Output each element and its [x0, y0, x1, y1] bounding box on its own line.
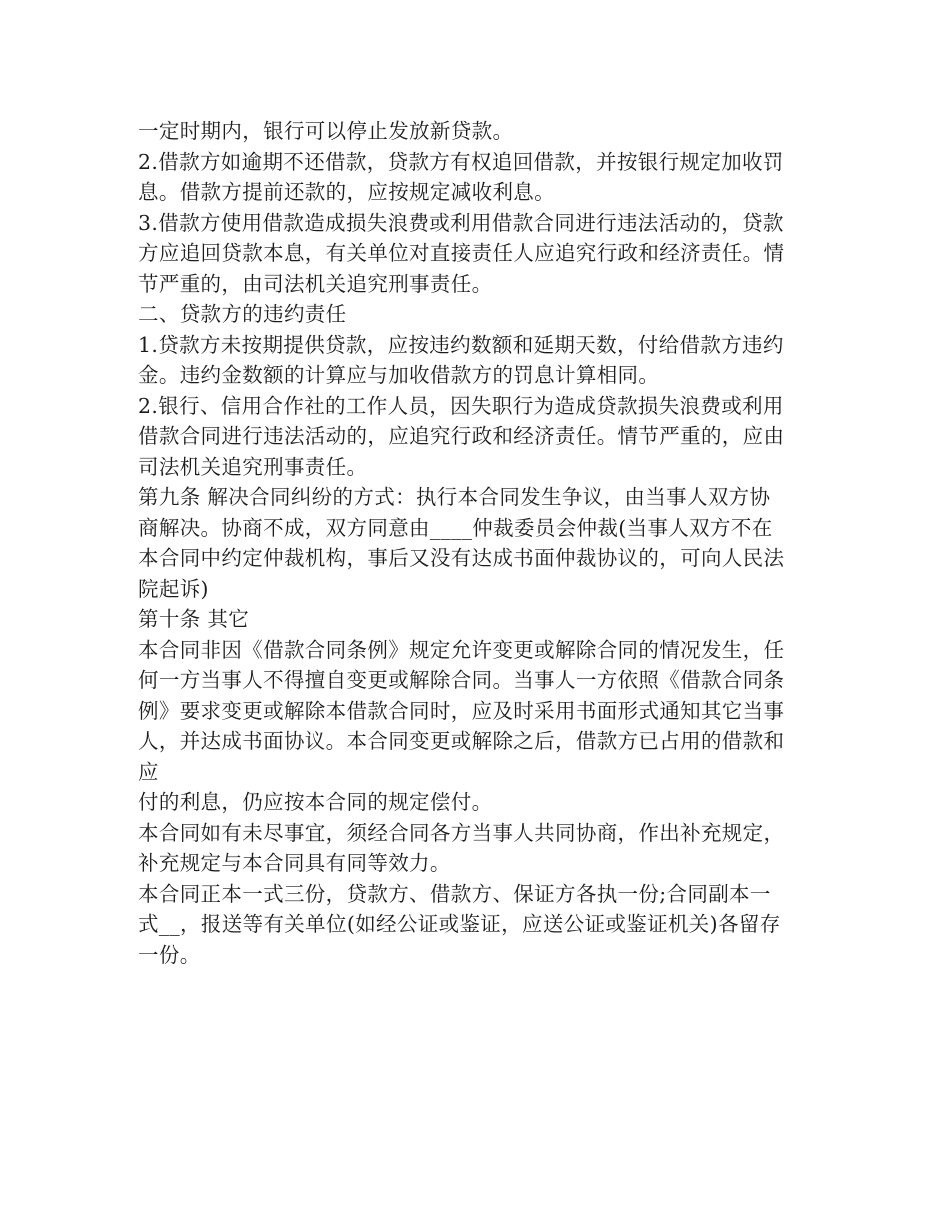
- document-body: [138, 116, 818, 970]
- text-line: 2.银行、信用合作社的工作人员，因失职行为造成贷款损失浪费或利用: [138, 393, 784, 418]
- text-line: 商解决。协商不成，双方同意由____仲裁委员会仲裁(当事人双方不在: [138, 515, 773, 540]
- text-line: 2.借款方如逾期不还借款，贷款方有权追回借款，并按银行规定加收罚: [138, 149, 784, 174]
- text-line: 应: [138, 759, 159, 784]
- text-line: 司法机关追究刑事责任。: [138, 454, 368, 479]
- text-line: 节严重的，由司法机关追究刑事责任。: [138, 271, 493, 296]
- text-line: 息。借款方提前还款的，应按规定减收利息。: [138, 180, 555, 204]
- text-line: 何一方当事人不得擅自变更或解除合同。当事人一方依照《借款合同条: [138, 668, 785, 692]
- text-line: 借款合同进行违法活动的，应追究行政和经济责任。情节严重的，应由: [138, 424, 785, 448]
- text-line: 院起诉): [138, 576, 209, 601]
- text-line: 补充规定与本合同具有同等效力。: [138, 851, 451, 875]
- section-heading: 二、贷款方的违约责任: [138, 302, 347, 326]
- text-line: 本合同中约定仲裁机构，事后又没有达成书面仲裁协议的，可向人民法: [138, 546, 785, 570]
- article-heading: 第十条 其它: [138, 607, 250, 631]
- text-line: 例》要求变更或解除本借款合同时，应及时采用书面形式通知其它当事: [138, 698, 785, 723]
- text-line: 人，并达成书面协议。本合同变更或解除之后，借款方已占用的借款和: [138, 729, 785, 753]
- text-line: 1.贷款方未按期提供贷款，应按违约数额和延期天数，付给借款方违约: [138, 332, 784, 357]
- text-line: 3.借款方使用借款造成损失浪费或利用借款合同进行违法活动的，贷款: [138, 210, 784, 235]
- article-heading: 第九条 解决合同纠纷的方式：执行本合同发生争议，由当事人双方协: [138, 485, 771, 509]
- text-line: 方应追回贷款本息，有关单位对直接责任人应追究行政和经济责任。情: [138, 241, 785, 265]
- text-line: 金。违约金数额的计算应与加收借款方的罚息计算相同。: [138, 363, 660, 387]
- text-line: 本合同正本一式三份，贷款方、借款方、保证方各执一份;合同副本一: [138, 881, 771, 906]
- text-line: 式__，报送等有关单位(如经公证或鉴证，应送公证或鉴证机关)各留存: [138, 912, 781, 936]
- text-line: 付的利息，仍应按本合同的规定偿付。: [138, 790, 493, 814]
- text-line: 一份。: [138, 942, 201, 967]
- text-line: 本合同如有未尽事宜，须经合同各方当事人共同协商，作出补充规定，: [138, 820, 785, 845]
- text-line: 一定时期内，银行可以停止发放新贷款。: [138, 119, 514, 143]
- text-line: 本合同非因《借款合同条例》规定允许变更或解除合同的情况发生，任: [138, 637, 785, 662]
